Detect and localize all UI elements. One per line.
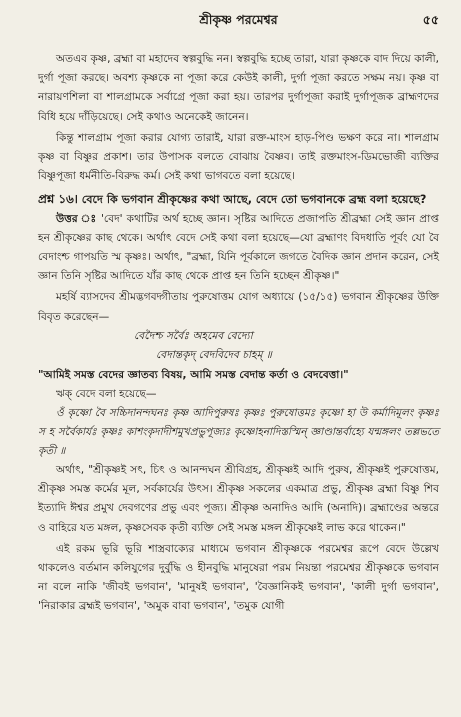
page-header	[38, 10, 439, 36]
question-16	[38, 190, 439, 209]
paragraph-2: কিন্তু শালগ্রাম পূজা করার যোগ্য তারাই, যারা রক্ত-মাংস হাড়-পিণ্ড ভক্ষণ করে না। শালগ্রাম কৃষ্ণ বা বিষ্ণুর প্রকাশ। তার উপাসক বলতে বোঝায় বৈষ্ণব। তাই রক্তমাংস-ডিমভোজী ব্যক্তির বিষ্ণুপূজা ধর্মনীতি-বিরুদ্ধ কর্ম। সেই কথা ভাগবতে বলা হয়েছে।	[38, 131, 439, 183]
question-label: প্রশ্ন ১৬।	[38, 192, 78, 207]
gita-verse-line-1: বেদৈশ্চ সর্বৈঃ অহমেব বেদ্যো	[134, 329, 253, 342]
paragraph-4: অর্থাৎ, "শ্রীকৃষ্ণই সৎ, চিৎ ও আনন্দঘন শ্রীবিগ্রহ, শ্রীকৃষ্ণই আদি পুরুষ, শ্রীকৃষ্ণই পুরুষোত্তম, শ্রীকৃষ্ণ সমস্ত কর্মের মূল, সর্বকার্যের উৎস। শ্রীকৃষ্ণ সকলের একমাত্র প্রভু, শ্রীকৃষ্ণ ব্রহ্মা বিষ্ণু শিব ইত্যাদি ঈশ্বর প্রমুখ দেবগণের প্রভু এবং পূজ্য। শ্রীকৃষ্ণ অনাদিও আদি (অনাদি)। ব্রহ্মাণ্ডের অন্তরে ও বাহিরে যত মঙ্গল, কৃষ্ণসেবক কৃতী ব্যক্তি সেই সমস্ত মঙ্গল শ্রীকৃষ্ণেই লাভ করে থাকেন।"	[38, 464, 439, 534]
gita-translation-quote: "আমিই সমস্ত বেদের জ্ঞাতব্য বিষয়, আমি সমস্ত বেদান্ত কর্তা ও বেদবেত্তা।"	[38, 368, 349, 381]
answer-text: 'বেদ' কথাটির অর্থ হচ্ছে জ্ঞান। সৃষ্টির আদিতে প্রজাপতি শ্রীব্রহ্মা সেই জ্ঞান প্রাপ্ত হন শ্রীকৃষ্ণের কাছ থেকে। অর্থাৎ বেদে সেই কথা বলা হয়েছে—যো ব্রহ্মাণং বিদধাতি পূর্বং যো বৈ বেদাংশ্চ গাপয়তি স্ম কৃষ্ণঃ। অর্থাৎ, "ব্রহ্মা, যিনি পূর্বকালে জগতে বৈদিক জ্ঞান প্রদান করেন, সেই জ্ঞান তিনি সৃষ্টির আদিতে যাঁর কাছ থেকে প্রাপ্ত হন তিনি হচ্ছেন শ্রীকৃষ্ণ।"	[38, 212, 439, 283]
running-title: শ্রীকৃষ্ণ পরমেশ্বর	[199, 12, 278, 27]
rigveda-verse: ওঁ কৃষ্ণো বৈ সচ্চিদানন্দঘনঃ কৃষ্ণ আদিপুরুষঃ কৃষ্ণঃ পুরুষোত্তমঃ কৃষ্ণো হা উ কর্মাদিমূলং কৃষ্ণঃ স হ সর্বৈকার্যঃ কৃষ্ণঃ কাশংকৃদাদীশমুখপ্রভুপূজ্যঃ কৃষ্ণোহনাদিস্তস্মিন্ জ্ঞাণ্ডান্তর্বাহ্যে যন্মঙ্গলং তল্লভতে কৃতী ॥	[38, 407, 439, 458]
paragraph-5: এই রকম ভূরি ভূরি শাস্ত্রবাক্যের মাধ্যমে ভগবান শ্রীকৃষ্ণকে পরমেশ্বর রূপে বেদে উল্লেখ থাকলেও বর্তমান কলিযুগের দুর্বুদ্ধি ও হীনবুদ্ধি মানুষেরা পরম নিয়ন্তা পরমেশ্বর শ্রীকৃষ্ণকে ভগবান না বলে নাকি 'জীবই ভগবান', 'মানুষই ভগবান', 'বৈজ্ঞানিকই ভগবান', 'কালী দুর্গা ভগবান', 'নিরাকার ব্রহ্মই ভগবান', 'অমুক বাবা ভগবান', 'তমুক যোগী	[38, 542, 439, 613]
answer-label: উত্তর ঃ	[56, 212, 97, 225]
answer-paragraph	[38, 210, 439, 287]
paragraph-1: অতএব কৃষ্ণ, ব্রহ্মা বা মহাদেব স্বল্পবুদ্ধি নন। স্বল্পবুদ্ধি হচ্ছে তারা, যারা কৃষ্ণকে বাদ দিয়ে কালী, দুর্গা পূজা করছে। অবশ্য কৃষ্ণকে না পূজা করে কেউই কালী, দুর্গা পূজা করতে সক্ষম নয়। কৃষ্ণ বা নারায়ণশিলা বা শালগ্রামকে সর্বাগ্রে পূজা করা হয়। তারপর দুর্গাপূজা করাই দুর্গাপূজক ব্রাহ্মণদের বিধি হয়ে দাঁড়িয়েছে। সেই কথাও অনেকেই জানেন।	[38, 53, 439, 123]
rigveda-intro: ঋক্ বেদে বলা হয়েছে—	[56, 387, 157, 400]
paragraph-3: মহর্ষি ব্যাসদেব শ্রীমদ্ভগবদ্গীতায় পুরুষোত্তম যোগ অধ্যায়ে (১৫/১৫) ভগবান শ্রীকৃষ্ণের উক্তি বিবৃত করেছেন—	[38, 291, 439, 323]
gita-verse-line-2: বেদান্তকৃদ্ বেদবিদেব চাহম্ ॥	[156, 348, 272, 361]
question-text: বেদে কি ভগবান শ্রীকৃষ্ণের কথা আছে, বেদে তো ভগবানকে ব্রহ্ম বলা হয়েছে?	[81, 193, 427, 207]
page-number: ৫৫	[422, 12, 439, 27]
